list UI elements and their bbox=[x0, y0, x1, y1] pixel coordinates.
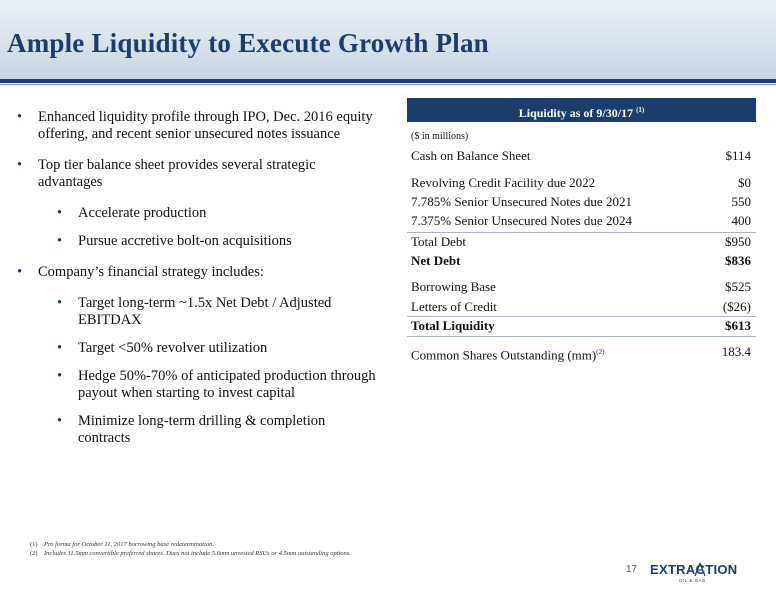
sub-bullet-text: Hedge 50%-70% of anticipated production through payout when starting to invest capital bbox=[78, 368, 376, 401]
table-row bbox=[411, 343, 751, 361]
bullet-dot-icon: • bbox=[57, 340, 63, 356]
sub-bullet-item bbox=[17, 233, 377, 250]
title-divider-thin bbox=[0, 84, 776, 85]
row-label-text: Common Shares Outstanding (mm) bbox=[411, 347, 597, 363]
bullet-dot-icon: • bbox=[57, 368, 63, 384]
footnote-item bbox=[30, 549, 351, 558]
row-label: Cash on Balance Sheet bbox=[411, 148, 531, 163]
row-value: $0 bbox=[738, 175, 751, 190]
bullet-text: Top tier balance sheet provides several strategic advantages bbox=[38, 157, 316, 190]
table-row bbox=[411, 317, 751, 335]
table-row bbox=[411, 252, 751, 270]
footnote-text: Includes 11.5mm convertible preferred shares. Does not include 5.6mm unvested RSUs or 4.5mm outstanding options. bbox=[44, 550, 351, 557]
liquidity-table-title: Liquidity as of 9/30/17 bbox=[518, 106, 634, 120]
sub-bullet-item bbox=[17, 413, 377, 447]
bullet-list bbox=[17, 109, 377, 458]
bullet-dot-icon: • bbox=[17, 157, 23, 173]
sub-bullet-text: Accelerate production bbox=[78, 205, 207, 221]
footnote-ref: (1) bbox=[636, 106, 645, 114]
logo-subtext: OIL & GAS bbox=[679, 578, 706, 583]
bullet-dot-icon: • bbox=[57, 413, 63, 429]
row-label: Net Debt bbox=[411, 253, 461, 268]
logo-wordmark: EXTRACTION bbox=[650, 562, 738, 577]
bullet-item bbox=[17, 109, 377, 143]
row-label: Revolving Credit Facility due 2022 bbox=[411, 175, 596, 190]
bullet-dot-icon: • bbox=[57, 295, 63, 311]
bullet-text: Company’s financial strategy includes: bbox=[38, 264, 264, 280]
table-row bbox=[411, 193, 751, 211]
row-label: Letters of Credit bbox=[411, 299, 497, 314]
bullet-item bbox=[17, 264, 377, 281]
row-label: 7.375% Senior Unsecured Notes due 2024 bbox=[411, 213, 632, 228]
bullet-item bbox=[17, 157, 377, 191]
row-label: Total Liquidity bbox=[411, 318, 495, 333]
liquidity-table-header bbox=[407, 98, 756, 122]
footnote-number: (2) bbox=[30, 550, 38, 557]
page-number: 17 bbox=[626, 564, 638, 575]
row-value: $613 bbox=[725, 318, 751, 333]
footnote-item bbox=[30, 540, 351, 549]
bullet-dot-icon: • bbox=[57, 205, 63, 221]
row-value: 400 bbox=[731, 213, 751, 228]
row-value: 550 bbox=[731, 194, 751, 209]
sub-bullet-item bbox=[17, 295, 377, 329]
row-label bbox=[411, 343, 604, 364]
table-row bbox=[411, 233, 751, 251]
row-value: 183.4 bbox=[721, 344, 751, 359]
title-divider bbox=[0, 79, 776, 83]
bullet-dot-icon: • bbox=[17, 109, 23, 125]
row-label: Total Debt bbox=[411, 234, 467, 249]
sub-bullet-item bbox=[17, 368, 377, 402]
banner-top-band bbox=[0, 0, 776, 12]
row-value: $114 bbox=[725, 148, 751, 163]
table-row bbox=[411, 298, 751, 316]
footnote-number: (1) bbox=[30, 541, 38, 548]
table-row bbox=[411, 278, 751, 296]
footnote-ref: (2) bbox=[596, 348, 605, 356]
table-row bbox=[411, 212, 751, 230]
row-label: 7.785% Senior Unsecured Notes due 2021 bbox=[411, 194, 632, 209]
bullet-dot-icon: • bbox=[17, 264, 23, 280]
table-row bbox=[411, 147, 751, 165]
bullet-text: Enhanced liquidity profile through IPO, Dec. 2016 equity offering, and recent senior unsecured notes issuance bbox=[38, 109, 373, 142]
sub-bullet-text: Target long-term ~1.5x Net Debt / Adjusted EBITDAX bbox=[78, 295, 332, 328]
row-value: $950 bbox=[725, 234, 751, 249]
sub-bullet-text: Pursue accretive bolt-on acquisitions bbox=[78, 233, 292, 249]
row-value: $525 bbox=[725, 279, 751, 294]
table-row bbox=[411, 174, 751, 192]
row-value: $836 bbox=[725, 253, 751, 268]
sub-bullet-text: Minimize long-term drilling & completion contracts bbox=[78, 413, 326, 446]
company-logo bbox=[650, 562, 742, 588]
table-divider bbox=[407, 336, 756, 337]
footnote-text: Pro forma for October 11, 2017 borrowing base redetermination. bbox=[44, 541, 214, 548]
sub-bullet-item bbox=[17, 205, 377, 222]
footnotes bbox=[30, 540, 351, 558]
sub-bullet-item bbox=[17, 340, 377, 357]
row-label: Borrowing Base bbox=[411, 279, 496, 294]
sub-bullet-text: Target <50% revolver utilization bbox=[78, 340, 268, 356]
row-value: ($26) bbox=[722, 299, 751, 314]
bullet-dot-icon: • bbox=[57, 233, 63, 249]
table-units: ($ in millions) bbox=[411, 131, 469, 142]
slide-title: Ample Liquidity to Execute Growth Plan bbox=[7, 28, 489, 58]
